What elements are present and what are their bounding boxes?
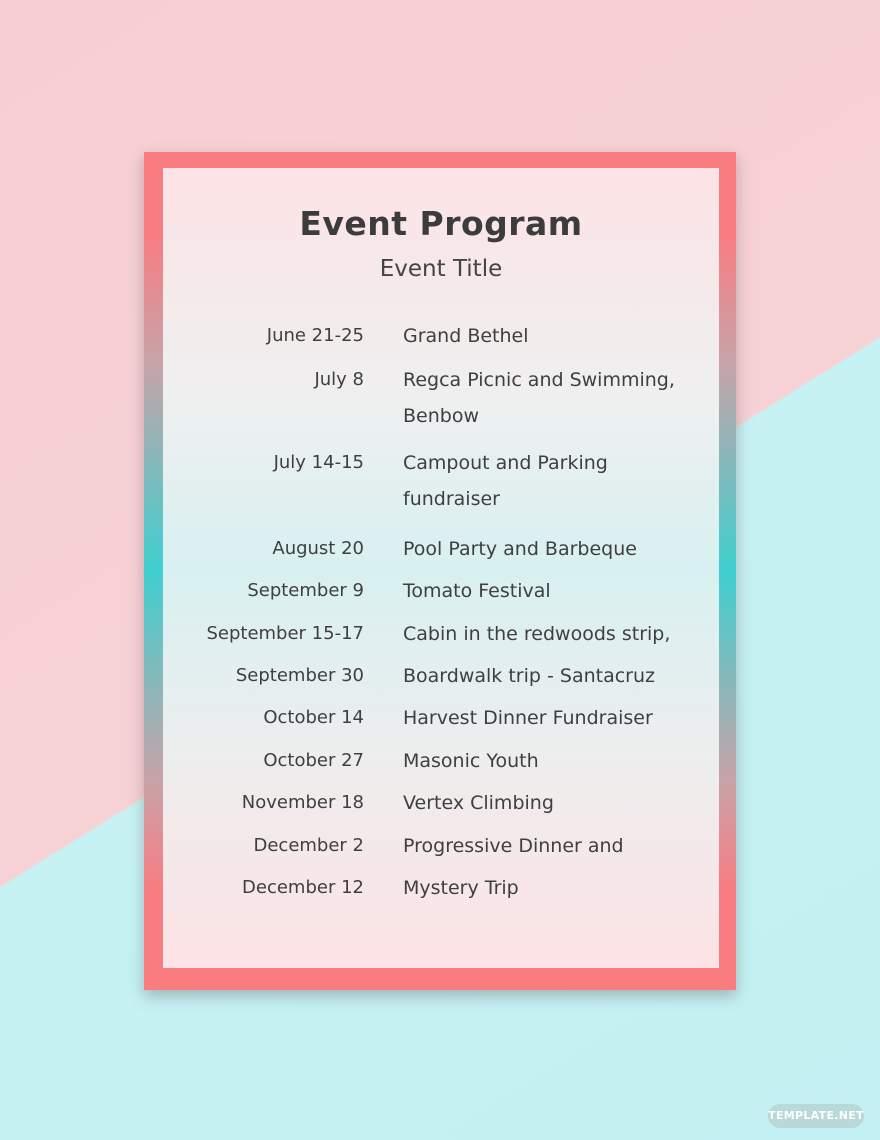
event-date: October 27 bbox=[263, 750, 364, 771]
event-title: Event Title bbox=[379, 256, 503, 282]
event-name: Cabin in the redwoods strip, bbox=[403, 623, 671, 645]
event-date: October 14 bbox=[263, 707, 364, 728]
event-date: September 9 bbox=[247, 580, 364, 601]
event-name: Regca Picnic and Swimming, Benbow bbox=[403, 369, 675, 427]
event-date: December 12 bbox=[242, 877, 364, 898]
event-name: Tomato Festival bbox=[403, 580, 551, 602]
event-date: November 18 bbox=[241, 792, 364, 813]
event-date: August 20 bbox=[272, 538, 364, 559]
event-date: September 15-17 bbox=[206, 623, 364, 644]
event-date: December 2 bbox=[253, 835, 364, 856]
event-date: June 21-25 bbox=[266, 325, 364, 346]
event-name: Boardwalk trip - Santacruz bbox=[403, 665, 655, 687]
event-name: Progressive Dinner and bbox=[403, 835, 624, 857]
event-date: September 30 bbox=[235, 665, 364, 686]
event-name: Vertex Climbing bbox=[403, 792, 554, 814]
event-name: Harvest Dinner Fundraiser bbox=[403, 707, 653, 729]
program-heading: Event Program bbox=[299, 204, 583, 243]
event-name: Masonic Youth bbox=[403, 750, 539, 772]
event-name: Pool Party and Barbeque bbox=[403, 538, 637, 560]
event-name: Mystery Trip bbox=[403, 877, 519, 899]
event-name: Grand Bethel bbox=[403, 325, 529, 347]
event-date: July 8 bbox=[314, 369, 364, 390]
event-date: July 14-15 bbox=[273, 452, 364, 473]
event-name: Campout and Parking fundraiser bbox=[403, 452, 608, 510]
watermark-badge: TEMPLATE.NET bbox=[768, 1104, 864, 1128]
